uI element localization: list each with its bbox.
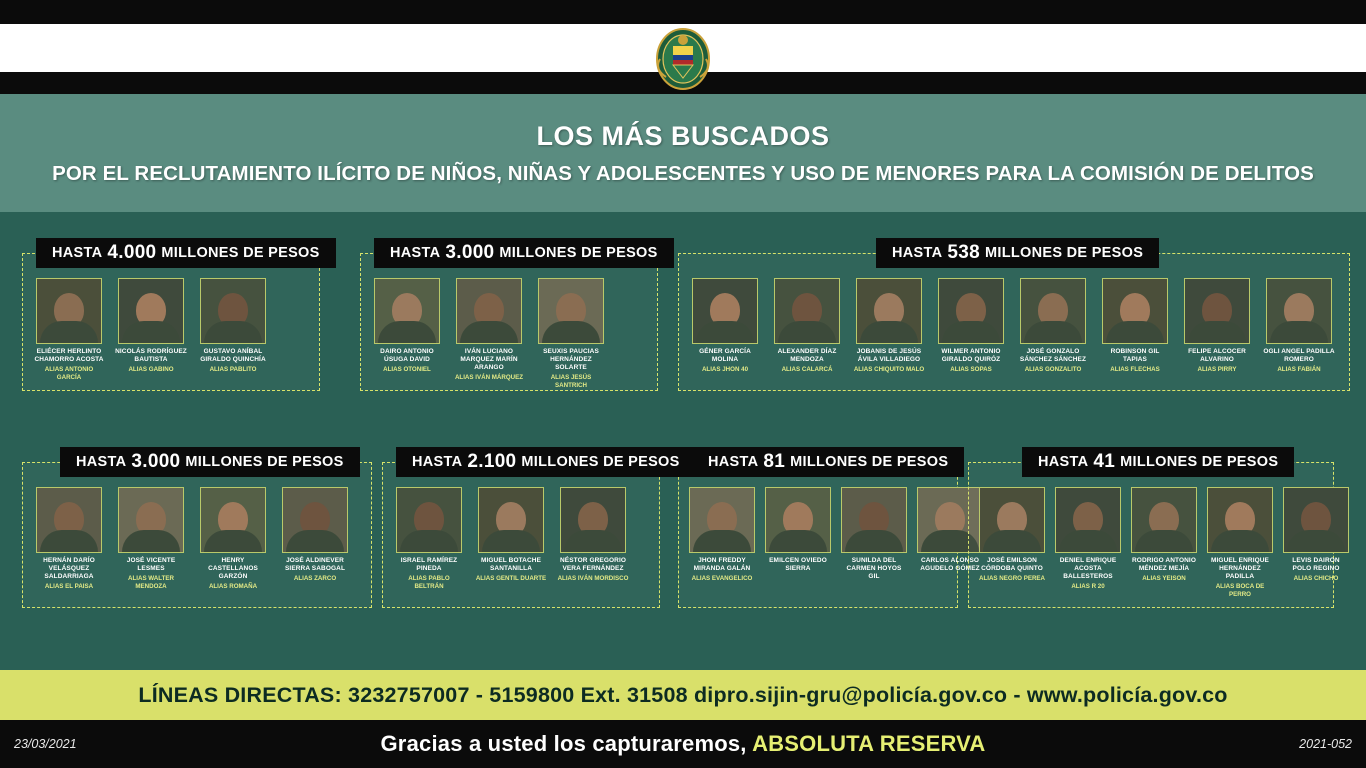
wanted-person-card[interactable] [197, 487, 269, 591]
person-name: NICOLÁS RODRÍGUEZ BAUTISTA [115, 348, 187, 363]
person-alias: ALIAS EVANGELICO [691, 575, 753, 582]
person-alias: ALIAS NEGRO PEREA [979, 575, 1046, 582]
person-photo [979, 487, 1045, 553]
reward-amount-badge [374, 238, 674, 268]
person-photo [374, 278, 440, 344]
wanted-person-card[interactable] [935, 278, 1007, 374]
reward-amount-badge [692, 447, 964, 477]
reward-group-box [360, 253, 658, 391]
person-photo [856, 278, 922, 344]
person-name: FELIPE ALCOCER ALVARINO [1188, 348, 1246, 363]
wanted-person-card[interactable] [475, 487, 547, 583]
person-alias: ALIAS PABLO BELTRÁN [408, 575, 450, 590]
person-alias: ALIAS OTONIEL [383, 366, 431, 373]
person-photo [282, 487, 348, 553]
reward-amount-badge [36, 238, 336, 268]
person-photo [1266, 278, 1332, 344]
person-photo-body [542, 321, 600, 343]
person-photo [200, 487, 266, 553]
reward-suffix: MILLONES DE PESOS [185, 454, 344, 470]
reward-group [968, 447, 1340, 608]
person-name: JOSÉ VICENTE LESMES [126, 557, 176, 572]
person-alias: ALIAS ZARCO [293, 575, 337, 582]
person-name: DENIEL ENRIQUE ACOSTA BALLESTEROS [1059, 557, 1117, 580]
person-photo-body [1211, 530, 1269, 552]
wanted-person-card[interactable] [689, 278, 761, 374]
person-photo-body [1106, 321, 1164, 343]
person-photo [1283, 487, 1349, 553]
person-photo-body [564, 530, 622, 552]
reward-amount-badge [876, 238, 1159, 268]
person-name: ISRAEL RAMÍREZ PINEDA [400, 557, 458, 572]
wanted-person-card[interactable] [535, 278, 607, 390]
poster-title-band [0, 94, 1366, 212]
person-alias: ALIAS CHICHO [1293, 575, 1339, 582]
reward-group-box [22, 462, 372, 608]
person-name: SEUXIS PAUCIAS HERNÁNDEZ SOLARTE [543, 348, 599, 371]
person-alias: ALIAS PIRRY [1197, 366, 1237, 373]
person-alias: ALIAS CHIQUITO MALO [853, 366, 925, 373]
person-alias: ALIAS JHON 40 [701, 366, 749, 373]
person-photo [538, 278, 604, 344]
reward-group-box [678, 253, 1350, 391]
reward-amount: 3.000 [131, 451, 181, 472]
person-name: NÉSTOR GREGORIO VERA FERNÁNDEZ [559, 557, 627, 572]
person-photo-body [40, 530, 98, 552]
page-subtitle: POR EL RECLUTAMIENTO ILÍCITO DE NIÑOS, NIÑAS Y ADOLESCENTES Y USO DE MENORES PARA LA COMISIÓN DE DELITOS [52, 161, 1314, 185]
person-name: ALEXANDER DÍAZ MENDOZA [777, 348, 837, 363]
person-name: HENRY CASTELLANOS GARZÓN [208, 557, 258, 580]
reward-amount: 3.000 [445, 242, 495, 263]
wanted-person-card[interactable] [279, 487, 351, 583]
wanted-person-card[interactable] [1131, 487, 1197, 583]
person-name: JOSÉ EMILSON CÓRDOBA QUINTO [981, 557, 1043, 572]
wanted-person-card[interactable] [765, 487, 831, 575]
person-name: GUSTAVO ANÍBAL GIRALDO QUINCHÍA [200, 348, 266, 363]
wanted-person-card[interactable] [1055, 487, 1121, 591]
reward-amount: 41 [1093, 451, 1116, 472]
wanted-person-card[interactable] [557, 487, 629, 583]
wanted-person-card[interactable] [1207, 487, 1273, 599]
person-photo [118, 278, 184, 344]
person-photo [841, 487, 907, 553]
reward-group [22, 447, 372, 608]
wanted-person-card[interactable] [33, 487, 105, 591]
reward-suffix: MILLONES DE PESOS [161, 245, 320, 261]
colombia-national-police-crest-icon [646, 26, 720, 92]
person-photo-body [983, 530, 1041, 552]
footer-date: 23/03/2021 [14, 737, 77, 751]
person-photo-body [845, 530, 903, 552]
reward-group-box [968, 462, 1340, 608]
reward-prefix: HASTA [412, 454, 463, 470]
person-name: ELIÉCER HERLINTO CHAMORRO ACOSTA [34, 348, 104, 363]
reward-suffix: MILLONES DE PESOS [1120, 454, 1279, 470]
wanted-person-card[interactable] [453, 278, 525, 382]
wanted-person-card[interactable] [1017, 278, 1089, 374]
person-name: WILMER ANTONIO GIRALDO QUIRÓZ [941, 348, 1001, 363]
person-name: LEVIS DAIRON POLO REGINO [1292, 557, 1340, 572]
reward-group [382, 447, 680, 608]
footer-code: 2021-052 [1299, 737, 1352, 751]
person-photo-body [460, 321, 518, 343]
person-photo [1131, 487, 1197, 553]
wanted-person-card[interactable] [393, 487, 465, 591]
person-photo [689, 487, 755, 553]
person-photo-body [40, 321, 98, 343]
person-name: EMILCEN OVIEDO SIERRA [769, 557, 827, 572]
wanted-board [0, 212, 1366, 670]
person-photo [396, 487, 462, 553]
person-alias: ALIAS ANTONIO GARCÍA [44, 366, 94, 381]
contact-label: LÍNEAS DIRECTAS: [138, 682, 342, 707]
person-name: GÉNER GARCÍA MOLINA [699, 348, 751, 363]
reward-group [22, 238, 320, 391]
person-name: HERNÁN DARÍO VELÁSQUEZ SALDARRIAGA [43, 557, 95, 580]
contact-band [0, 670, 1366, 720]
reward-prefix: HASTA [52, 245, 103, 261]
wanted-person-card[interactable] [1099, 278, 1171, 374]
reward-amount: 2.100 [467, 451, 517, 472]
person-photo-body [693, 530, 751, 552]
person-alias: ALIAS ROMAÑA [208, 583, 258, 590]
person-photo-body [769, 530, 827, 552]
contact-value: 3232757007 - 5159800 Ext. 31508 dipro.sijin-gru@policía.gov.co - www.policía.gov.co [348, 682, 1228, 707]
reward-prefix: HASTA [708, 454, 759, 470]
person-photo-body [378, 321, 436, 343]
person-alias: ALIAS FABIÁN [1277, 366, 1321, 373]
wanted-person-card[interactable] [1181, 278, 1253, 374]
reward-amount: 4.000 [107, 242, 157, 263]
person-photo-body [286, 530, 344, 552]
reward-amount: 81 [763, 451, 786, 472]
person-photo [478, 487, 544, 553]
person-photo-body [1059, 530, 1117, 552]
person-name: JHON FREDDY MIRANDA GALÁN [693, 557, 751, 572]
reward-amount-badge [1022, 447, 1294, 477]
person-photo-body [1188, 321, 1246, 343]
reward-prefix: HASTA [390, 245, 441, 261]
person-photo [118, 487, 184, 553]
person-name: DAIRO ANTONIO ÚSUGA DAVID [380, 348, 434, 363]
person-photo [36, 278, 102, 344]
person-name: JOBANIS DE JESÚS ÁVILA VILLADIEGO [856, 348, 922, 363]
person-photo [200, 278, 266, 344]
person-alias: ALIAS GABINO [128, 366, 174, 373]
person-photo-body [1287, 530, 1345, 552]
reward-prefix: HASTA [1038, 454, 1089, 470]
top-black-bar [0, 0, 1366, 24]
person-photo [692, 278, 758, 344]
person-alias: ALIAS IVÁN MORDISCO [557, 575, 629, 582]
person-alias: ALIAS WALTER MENDOZA [128, 575, 174, 590]
person-alias: ALIAS SOPAS [950, 366, 992, 373]
person-photo-body [860, 321, 918, 343]
person-photo-body [204, 530, 262, 552]
person-name: OGLI ANGEL PADILLA ROMERO [1263, 348, 1335, 363]
person-alias: ALIAS CALARCÁ [781, 366, 833, 373]
person-name: RODRIGO ANTONIO MÉNDEZ MEJÍA [1132, 557, 1196, 572]
reward-group-box [22, 253, 320, 391]
reward-prefix: HASTA [76, 454, 127, 470]
wanted-person-card[interactable] [1263, 278, 1335, 374]
person-alias: ALIAS YEISON [1142, 575, 1186, 582]
reward-group-box [678, 462, 980, 608]
person-photo-body [942, 321, 1000, 343]
footer-message: Gracias a usted los capturaremos, [380, 731, 747, 756]
person-photo [1184, 278, 1250, 344]
person-alias: ALIAS GONZALITO [1024, 366, 1082, 373]
footer-highlight: ABSOLUTA RESERVA [752, 731, 986, 756]
wanted-person-card[interactable] [841, 487, 907, 583]
person-alias: ALIAS IVÁN MÁRQUEZ [454, 374, 524, 381]
person-photo [456, 278, 522, 344]
reward-amount-badge [60, 447, 360, 477]
wanted-person-card[interactable] [1283, 487, 1349, 583]
person-name: JOSÉ GONZALO SÁNCHEZ SÁNCHEZ [1019, 348, 1087, 363]
person-name: MIGUEL ENRIQUE HERNÁNDEZ PADILLA [1211, 557, 1269, 580]
page-title: LOS MÁS BUSCADOS [536, 120, 830, 151]
person-name: CARLOS ALONSO AGUDELO GÓMEZ [920, 557, 980, 572]
person-photo [938, 278, 1004, 344]
reward-group [678, 238, 1350, 391]
person-photo-body [778, 321, 836, 343]
person-name: JOSÉ ALDINEVER SIERRA SABOGAL [284, 557, 346, 572]
person-alias: ALIAS R 20 [1071, 583, 1105, 590]
wanted-person-card[interactable] [979, 487, 1045, 583]
footer-message-wrap [0, 731, 1366, 757]
wanted-person-card[interactable] [689, 487, 755, 583]
person-photo [1207, 487, 1273, 553]
person-photo-body [204, 321, 262, 343]
wanted-person-card[interactable] [115, 278, 187, 374]
reward-suffix: MILLONES DE PESOS [984, 245, 1144, 261]
person-photo [1102, 278, 1168, 344]
person-photo-body [122, 530, 180, 552]
person-photo-body [400, 530, 458, 552]
person-photo-body [122, 321, 180, 343]
person-photo-body [1270, 321, 1328, 343]
contact-text [138, 683, 1227, 708]
person-alias: ALIAS JESÚS SANTRICH [550, 374, 592, 389]
person-alias: ALIAS GENTIL DUARTE [475, 575, 547, 582]
person-name: ROBINSON GIL TAPIAS [1110, 348, 1160, 363]
person-photo [774, 278, 840, 344]
person-alias: ALIAS BOCA DE PERRO [1215, 583, 1265, 598]
wanted-person-card[interactable] [771, 278, 843, 374]
reward-suffix: MILLONES DE PESOS [790, 454, 949, 470]
wanted-person-card[interactable] [853, 278, 925, 374]
reward-group [678, 447, 980, 608]
person-photo [765, 487, 831, 553]
reward-amount-badge [396, 447, 696, 477]
reward-amount: 538 [947, 242, 980, 263]
person-photo [1020, 278, 1086, 344]
person-alias: ALIAS FLECHAS [1110, 366, 1160, 373]
wanted-person-card[interactable] [33, 278, 105, 382]
person-name: MIGUEL BOTACHE SANTANILLA [480, 557, 542, 572]
wanted-person-card[interactable] [197, 278, 269, 374]
reward-group [360, 238, 658, 391]
person-name: SUNILDA DEL CARMEN HOYOS GIL [846, 557, 902, 580]
person-photo [1055, 487, 1121, 553]
person-alias: ALIAS PABLITO [209, 366, 257, 373]
wanted-person-card[interactable] [115, 487, 187, 591]
person-photo [36, 487, 102, 553]
person-alias: ALIAS EL PAISA [44, 583, 94, 590]
wanted-person-card[interactable] [371, 278, 443, 374]
reward-group-box [382, 462, 660, 608]
person-name: IVÁN LUCIANO MARQUEZ MARÍN ARANGO [460, 348, 518, 371]
person-photo-body [1135, 530, 1193, 552]
reward-suffix: MILLONES DE PESOS [521, 454, 680, 470]
person-photo-body [482, 530, 540, 552]
person-photo-body [1024, 321, 1082, 343]
reward-prefix: HASTA [892, 245, 943, 261]
footer-band [0, 720, 1366, 768]
person-photo-body [696, 321, 754, 343]
person-photo [560, 487, 626, 553]
reward-suffix: MILLONES DE PESOS [499, 245, 658, 261]
